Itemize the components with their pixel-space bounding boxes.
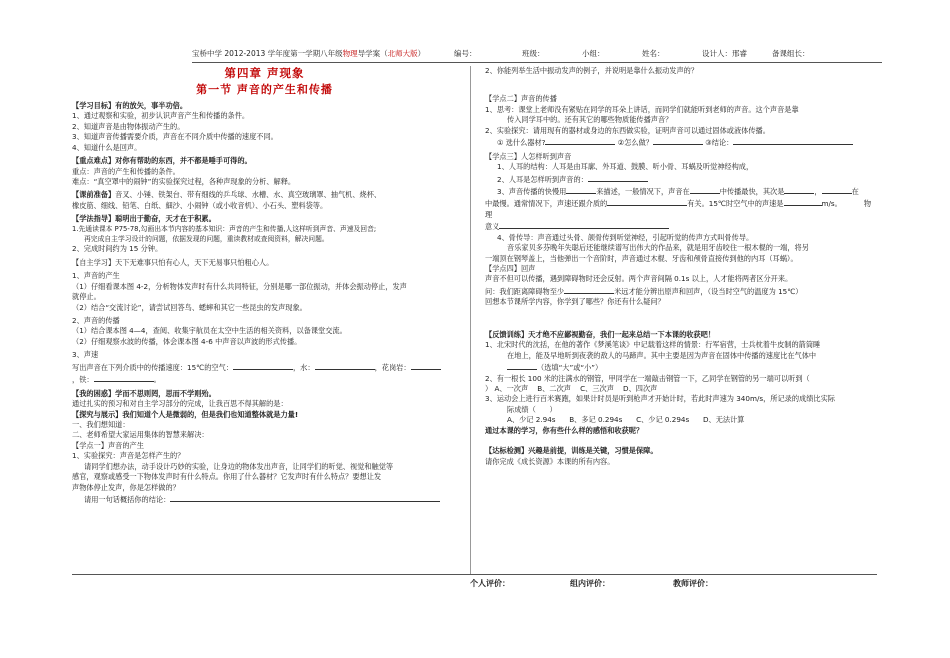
sound-speed-blanks: 写出声音在下列介质中的传播速度：15℃的空气： ，水： ，花岗岩： xyxy=(72,361,457,373)
header-group: 小组： xyxy=(582,49,605,58)
self-study-item: 3、声速 xyxy=(72,350,99,360)
summary-heading: 通过本课的学习，你有些什么样的感悟和收获呢？ xyxy=(485,425,644,435)
beethoven-story: 音乐家贝多芬晚年失聪后还能继续谱写出伟大的作品来，就是用牙齿咬住一根木棍的一端，将另 xyxy=(507,243,809,253)
right-item: 2、你能列举生活中振动发声的例子，并说明是靠什么振动发声的？ xyxy=(485,66,699,75)
method-heading: 【学法指导】聪明出于勤奋，天才在于积累。 xyxy=(72,214,216,224)
preparation-cont: 橡皮筋、细线、铅笔、白纸、細沙、小闹钟（或小收音机）、小石头、塑料袋等。 xyxy=(72,200,328,210)
column-divider xyxy=(470,66,471,574)
question-1-cont: （选填“大”或“小”） xyxy=(485,361,875,373)
reflection-prompt: 回想本节课所学内容，你学到了哪些？你还有什么疑问？ xyxy=(485,297,665,307)
header-name: 姓名： xyxy=(642,49,665,58)
self-study-item: （2）仔细观察水波的传播，体会课本图 4-6 中声音以声波的形式传播。 xyxy=(72,336,302,346)
confusion-heading: 【我的困惑】学而不思则罔，思而不学则殆。 xyxy=(72,388,216,398)
self-study-item: （1）仔细看课本图 4-2，分析物体发声时有什么共同特征，分别是哪一部位振动，并体会振动停止，发声 xyxy=(72,281,407,291)
hearing-blank: 2、人耳是怎样听到声音的： xyxy=(485,173,875,185)
goal-item: 1、通过观察和实验，初步认识声音产生和传播的条件。 xyxy=(72,111,250,121)
echo-question: 问：我们距离障碍物至少 米远才能分辨出原声和回声，（设当时空气的温度为 15℃） xyxy=(485,286,803,296)
left-column xyxy=(72,66,457,505)
bone-conduction: 4、骨传导：声音通过头骨、颌骨传到听觉神经，引起听觉的传声方式叫骨传导。 xyxy=(497,232,754,242)
question-1: 1、北宋时代的沈括，在他的著作《梦溪笔谈》中记载着这样的情景：行军宿营，士兵枕着牛皮制的箭筒睡 xyxy=(485,340,821,350)
explore-item: 一、我们想知道： xyxy=(72,419,130,429)
header-title: 宝桥中学 2012-2013 学年度第一学期八年级物理导学案（北师大版） xyxy=(192,49,426,58)
right-item: 2、实验探究：请用现有的器材或身边的东西做实验，证明声音可以通过固体或液体传播。 xyxy=(485,125,770,135)
beethoven-story: 一端顶在钢琴盖上，当他弹出一个音阶时，声音通过木棍、牙齿和颅骨直接传到他的内耳（耳蜗）。 xyxy=(485,253,798,263)
explore-item: 二、老师希望大家运用集体的智慧来解决： xyxy=(72,430,209,440)
key-point: 重点：声音的产生和传播的条件。 xyxy=(72,166,180,176)
experiment-steps: ① 选什么器材? ②怎么做？ ③结论： xyxy=(485,136,875,148)
question-3-options: A、少记 2.94s B、多记 0.294s C、少记 0.294s D、无法计算 xyxy=(507,415,745,425)
question-1-cont: 在地上，能及早地听到夜袭的敌人的马蹄声。其中主要是因为声音在固体中传播的速度比在气体中 xyxy=(507,350,817,360)
explore-item: 请同学们想办法，动手设计巧妙的实验，让身边的物体发出声音，让同学们的听觉、视觉和触觉等 xyxy=(84,461,394,471)
self-study-item: 2、声音的传播 xyxy=(72,316,120,326)
confusion-text: 通过扎实的预习和对自主学习部分的完成，让我百思不得其解的是： xyxy=(72,399,288,409)
page-header xyxy=(192,48,882,63)
test-heading: 【达标检测】兴趣是前提，训练是关键，习惯是保障。 xyxy=(485,446,658,456)
goal-item: 2、知道声音是由物体振动产生的。 xyxy=(72,121,185,131)
difficulty: 难点：“真空罩中的闹钟”的实验探究过程，各种声现象的分析、解释。 xyxy=(72,176,296,186)
right-column xyxy=(485,66,875,467)
learning-goals-heading: 【学习目标】有的放矢，事半功倍。 xyxy=(72,100,188,110)
explore-item: 声物体停止发声，你是怎样做的？ xyxy=(72,482,180,492)
learn-point-2-heading: 【学点二】声音的传播 xyxy=(485,94,557,104)
teacher-evaluation: 教师评价： xyxy=(673,579,713,588)
explore-heading: 【探究与展示】我们知道个人是微弱的，但是我们也知道整体就是力量! xyxy=(72,409,299,419)
self-study-item: （1）结合课本图 4—4，查阅、收集宇航员在太空中生活的相关资料，以备课堂交流。 xyxy=(72,326,347,336)
self-study-item: 就停止。 xyxy=(72,292,101,302)
learn-point-4-heading: 【学点四】回声 xyxy=(485,264,536,273)
sound-speed-blanks: ，铁： 。 xyxy=(72,375,161,385)
chapter-title: 第四章 声现象 xyxy=(224,66,305,80)
question-2: 2、有一根长 100 米的注满水的钢管，甲同学在一端敲击钢管一下，乙同学在钢管的另一端可以听到（ xyxy=(485,373,810,383)
self-evaluation: 个人评价： xyxy=(470,579,510,588)
goal-item: 3、知道声音传播需要介质，声音在不同介质中传播的速度不同。 xyxy=(72,132,278,142)
speed-blanks: 3、声音传播的快慢用 来描述，一般情况下，声音在 中传播最快，其次是 ， 在 xyxy=(497,186,859,196)
self-study-item: 1、声音的产生 xyxy=(72,271,120,281)
meaning-blank: 意义 xyxy=(485,220,875,232)
right-item: 传入同学耳中的。还有其它的哪些物质能传播声音？ xyxy=(507,115,673,125)
explore-item: 【学点一】声音的产生 xyxy=(72,440,144,450)
header-leader: 备课组长： xyxy=(772,49,810,58)
footer-divider xyxy=(72,574,877,575)
right-item: 1、人耳的结构：人耳是由耳廓、外耳道、鼓膜、听小骨、耳蜗及听觉神经构成， xyxy=(497,162,754,172)
header-designer: 设计人：邢睿 xyxy=(702,49,747,58)
conclusion-line: 请用一句话概括你的结论： xyxy=(72,493,457,505)
explore-item: 感官，观察或感受一下物体发声时有什么特点。你用了什么器材？它发声时有什么特点？要想让发 xyxy=(72,472,382,482)
explore-item: 1、实验探究：声音是怎样产生的？ xyxy=(72,451,185,461)
header-number: 编号： xyxy=(454,49,477,58)
right-item: 1、思考：课堂上老师没有紧贴在同学的耳朵上讲话，而同学们就能听到老师的声音。这个声音是靠 xyxy=(485,104,799,114)
speed-blanks: 中最慢。通常情况下，声速还跟介质的 有关。15℃时空气中的声速是 m/s。 物理 xyxy=(485,199,872,219)
section-title: 第一节 声音的产生和传播 xyxy=(196,82,333,96)
echo-text: 声音不但可以传播，遇到障碍物时还会反射。两个声音间隔 0.1s 以上，人才能将两者区分开来。 xyxy=(485,274,793,284)
feedback-heading: 【反馈训练】天才绝不应鄙视勤奋，我们一起来总结一下本课的收获吧！ xyxy=(485,329,716,339)
key-points-heading: 【重点难点】对你有帮助的东西，并不都是唾手可得的。 xyxy=(72,156,252,166)
question-2-options: ） A、一次声 B、二次声 C、三次声 D、四次声 xyxy=(485,383,658,393)
learn-point-3-heading: 【学点三】人怎样听到声音 xyxy=(485,151,572,161)
method-item: 1.先通读课本 P75-78,勾画出本节内容的基本知识：声音的产生和传播,人这样听到声音、声速及回音; xyxy=(72,224,377,233)
goal-item: 4、知道什么是回声。 xyxy=(72,142,142,152)
header-class: 班级： xyxy=(522,49,545,58)
method-item: 2、完成时间约为 15 分钟。 xyxy=(72,244,163,254)
group-evaluation: 组内评价： xyxy=(570,579,610,588)
test-text: 请你完成《成长资源》本课的所有内容。 xyxy=(485,456,615,466)
method-item: 再完成自主学习设计的问题，依据发现的问题，重读教材或查阅资料，解决问题。 xyxy=(84,234,329,243)
question-3: 3、运动会上进行百米赛跑，如果计时员是听到枪声才开始计时，若此时声速为 340m/s，所记录的成绩比实际 xyxy=(485,394,835,404)
question-3-cont: 际成绩（ ） xyxy=(507,404,557,414)
self-study-heading: 【自主学习】天下无难事只怕有心人，天下无易事只怕粗心人。 xyxy=(72,257,274,267)
self-study-item: （2）结合“交流讨论”，请尝试回答鸟、蟋蟀和其它一些昆虫的发声现象。 xyxy=(72,302,307,312)
preparation: 【课前准备】音叉、小锤、铁架台、带有细线的乒乓球、水槽、水、真空玻璃罩、抽气机、烧杯、 xyxy=(72,190,382,200)
